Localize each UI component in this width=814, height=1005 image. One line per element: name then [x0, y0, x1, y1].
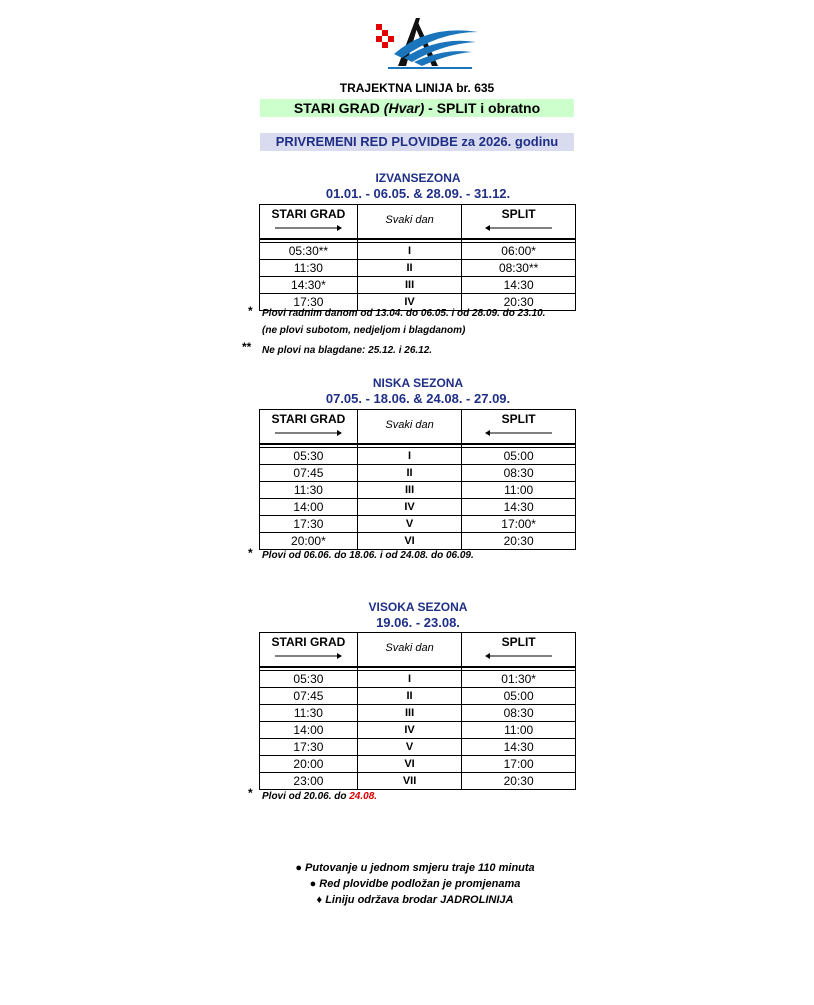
- season-title: NISKA SEZONA: [372, 376, 464, 390]
- footer-line: ♦ Liniju održava brodar JADROLINIJA: [316, 894, 514, 906]
- header-split: SPLIT: [462, 633, 576, 668]
- note-mark: **: [242, 340, 252, 354]
- departure-stari-grad: 05:30**: [260, 243, 358, 260]
- route-part1: STARI GRAD: [293, 100, 384, 116]
- departure-stari-grad: 11:30: [260, 482, 358, 499]
- departure-split: 08:30: [462, 705, 576, 722]
- departure-split: 14:30: [462, 277, 576, 294]
- departure-split: 08:30: [462, 465, 576, 482]
- trip-number: V: [357, 516, 461, 533]
- departure-stari-grad: 17:30: [260, 294, 358, 311]
- header-split: SPLIT: [462, 410, 576, 445]
- trip-number: VI: [357, 756, 461, 773]
- table-row: [260, 465, 576, 482]
- schedule-title: PRIVREMENI RED PLOVIDBE za 2026. godinu: [260, 133, 574, 151]
- timetable-table: [259, 204, 576, 311]
- header-svaki-dan: Svaki dan: [357, 205, 461, 240]
- footnote: Plovi od 20.06. do 24.08.: [262, 791, 378, 802]
- trip-number: VI: [357, 533, 461, 550]
- departure-split: 11:00: [462, 722, 576, 739]
- arrow-right-icon: [273, 652, 343, 660]
- departure-stari-grad: 07:45: [260, 688, 358, 705]
- trip-number: II: [357, 688, 461, 705]
- header-svaki-dan: Svaki dan: [357, 410, 461, 445]
- trip-number: III: [357, 482, 461, 499]
- trip-number: II: [357, 260, 461, 277]
- departure-stari-grad: 07:45: [260, 465, 358, 482]
- table-row: [260, 671, 576, 688]
- route-title: [260, 99, 574, 117]
- departure-split: 06:00*: [462, 243, 576, 260]
- departure-stari-grad: 23:00: [260, 773, 358, 790]
- footer-line: ● Red plovidbe podložan je promjenama: [309, 878, 521, 890]
- departure-split: 20:30: [462, 533, 576, 550]
- note-mark: *: [248, 304, 253, 318]
- season-dates: 19.06. - 23.08.: [376, 615, 460, 630]
- departure-split: 05:00: [462, 448, 576, 465]
- departure-split: 17:00: [462, 756, 576, 773]
- table-row: [260, 533, 576, 550]
- departure-stari-grad: 14:00: [260, 499, 358, 516]
- departure-stari-grad: 14:00: [260, 722, 358, 739]
- header-stari-grad: STARI GRAD: [260, 410, 358, 445]
- departure-stari-grad: 11:30: [260, 260, 358, 277]
- timetable-table: [259, 632, 576, 790]
- header-split: SPLIT: [462, 205, 576, 240]
- table-row: [260, 516, 576, 533]
- season-dates: 07.05. - 18.06. & 24.08. - 27.09.: [325, 391, 511, 406]
- season-title: VISOKA SEZONA: [368, 600, 468, 614]
- table-row: [260, 722, 576, 739]
- departure-split: 05:00: [462, 688, 576, 705]
- trip-number: III: [357, 277, 461, 294]
- departure-stari-grad: 05:30: [260, 671, 358, 688]
- departure-stari-grad: 14:30*: [260, 277, 358, 294]
- route-part2: - SPLIT i obratno: [424, 100, 541, 116]
- departure-split: 20:30: [462, 294, 576, 311]
- departure-stari-grad: 11:30: [260, 705, 358, 722]
- footnote: (ne plovi subotom, nedjeljom i blagdanom): [262, 325, 466, 336]
- trip-number: II: [357, 465, 461, 482]
- highlighted-date: 24.08.: [349, 791, 378, 802]
- trip-number: IV: [357, 294, 461, 311]
- table-row: [260, 277, 576, 294]
- arrow-right-icon: [273, 429, 343, 437]
- table-row: [260, 448, 576, 465]
- header-svaki-dan: Svaki dan: [357, 633, 461, 668]
- trip-number: I: [357, 671, 461, 688]
- trip-number: VII: [357, 773, 461, 790]
- jadrolinija-logo: [368, 14, 480, 72]
- table-row: [260, 688, 576, 705]
- trip-number: III: [357, 705, 461, 722]
- footnote: Plovi radnim danom od 13.04. do 06.05. i od 28.09. do 23.10.: [262, 308, 546, 319]
- season-title: IZVANSEZONA: [375, 171, 461, 185]
- line-title: TRAJEKTNA LINIJA br. 635: [339, 81, 495, 95]
- departure-split: 08:30**: [462, 260, 576, 277]
- departure-stari-grad: 20:00*: [260, 533, 358, 550]
- table-row: [260, 482, 576, 499]
- footer-line: ● Putovanje u jednom smjeru traje 110 minuta: [295, 862, 535, 874]
- arrow-right-icon: [273, 224, 343, 232]
- header-stari-grad: STARI GRAD: [260, 633, 358, 668]
- footnote: Ne plovi na blagdane: 25.12. i 26.12.: [262, 345, 433, 356]
- table-row: [260, 705, 576, 722]
- table-row: [260, 756, 576, 773]
- arrow-left-icon: [484, 652, 554, 660]
- season-dates: 01.01. - 06.05. & 28.09. - 31.12.: [325, 186, 511, 201]
- route-island: (Hvar): [383, 100, 425, 116]
- table-row: [260, 260, 576, 277]
- departure-split: 17:00*: [462, 516, 576, 533]
- header-stari-grad: STARI GRAD: [260, 205, 358, 240]
- departure-split: 01:30*: [462, 671, 576, 688]
- trip-number: IV: [357, 722, 461, 739]
- trip-number: V: [357, 739, 461, 756]
- table-row: [260, 739, 576, 756]
- arrow-left-icon: [484, 224, 554, 232]
- arrow-left-icon: [484, 429, 554, 437]
- departure-split: 14:30: [462, 739, 576, 756]
- trip-number: IV: [357, 499, 461, 516]
- table-row: [260, 243, 576, 260]
- departure-stari-grad: 17:30: [260, 739, 358, 756]
- departure-split: 14:30: [462, 499, 576, 516]
- departure-split: 11:00: [462, 482, 576, 499]
- table-row: [260, 773, 576, 790]
- departure-stari-grad: 05:30: [260, 448, 358, 465]
- table-row: [260, 499, 576, 516]
- timetable-table: [259, 409, 576, 550]
- footnote: Plovi od 06.06. do 18.06. i od 24.08. do 06.09.: [262, 550, 474, 561]
- trip-number: I: [357, 448, 461, 465]
- departure-stari-grad: 17:30: [260, 516, 358, 533]
- departure-stari-grad: 20:00: [260, 756, 358, 773]
- note-mark: *: [248, 786, 253, 800]
- trip-number: I: [357, 243, 461, 260]
- departure-split: 20:30: [462, 773, 576, 790]
- note-mark: *: [248, 546, 253, 560]
